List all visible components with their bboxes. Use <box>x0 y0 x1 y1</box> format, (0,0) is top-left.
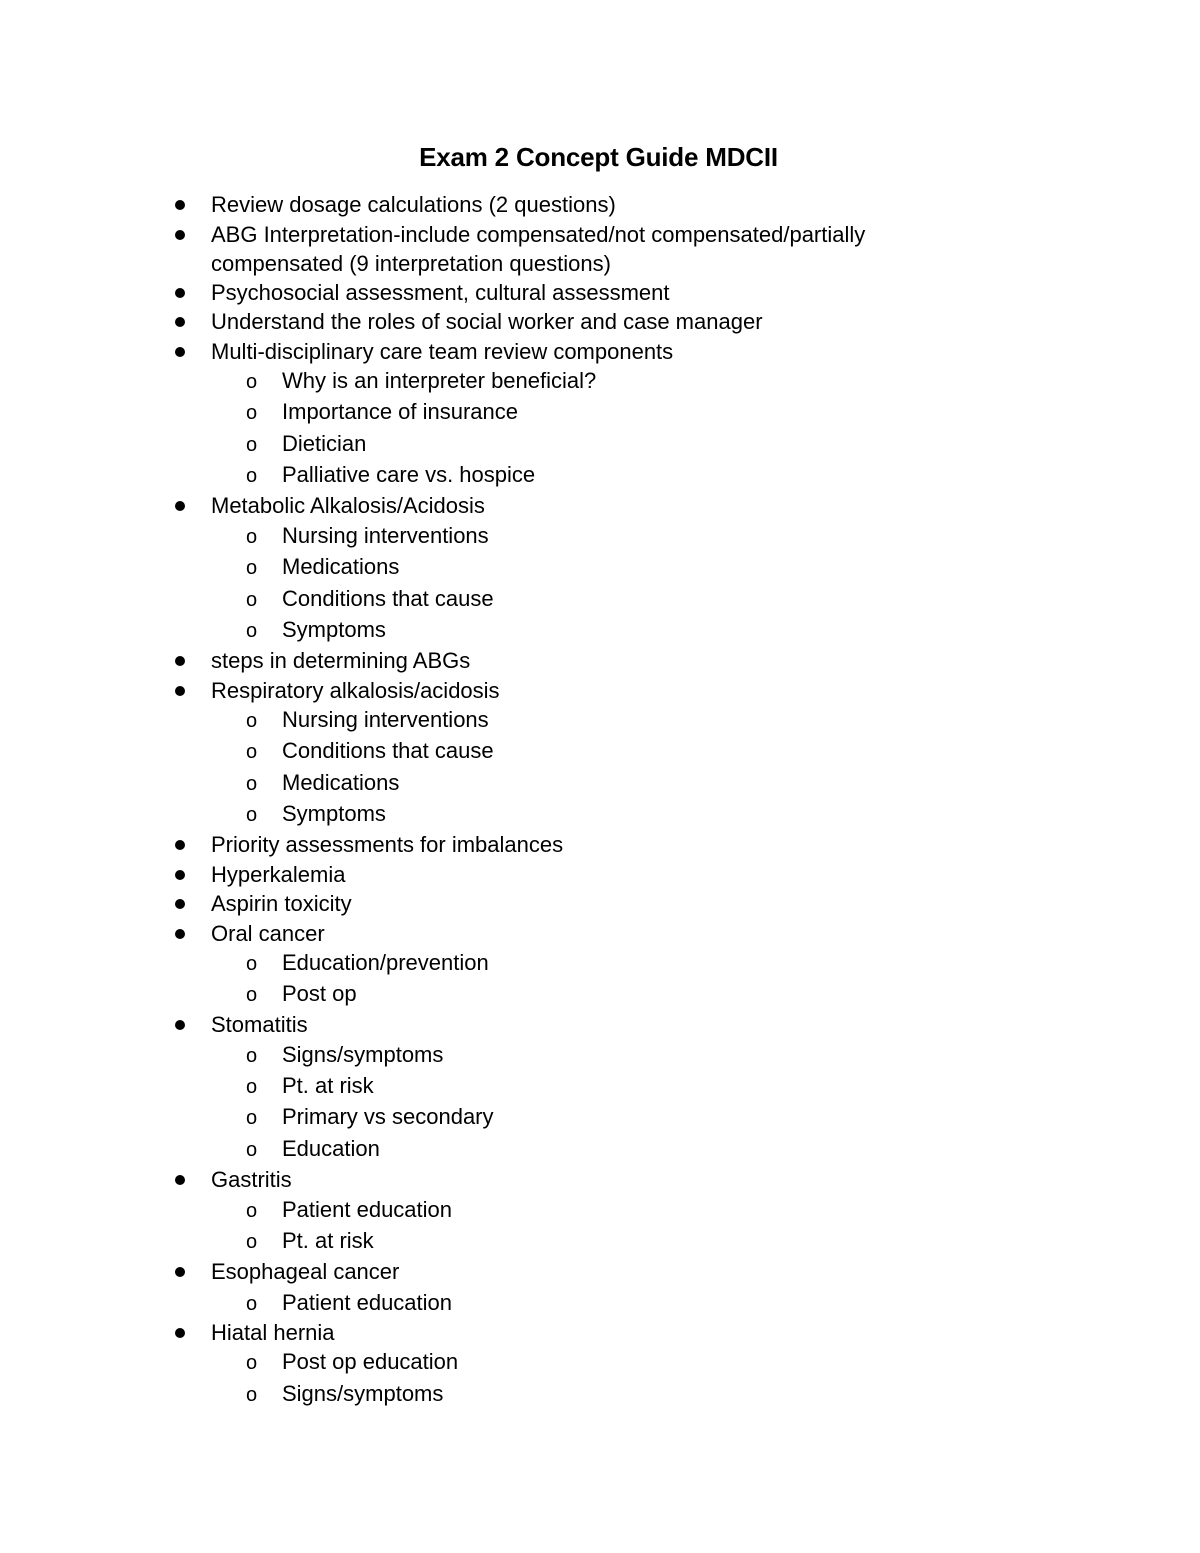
sub-bullet-marker: o <box>246 984 258 1006</box>
outline-subitem: Post op <box>282 981 357 1006</box>
outline-subitem: Medications <box>282 554 400 579</box>
bullet-icon <box>175 870 185 880</box>
outline-item: Multi-disciplinary care team review components <box>211 339 674 364</box>
bullet-icon <box>175 347 185 357</box>
outline-item: steps in determining ABGs <box>211 648 471 673</box>
outline-item: Esophageal cancer <box>211 1259 400 1284</box>
bullet-icon <box>175 501 185 511</box>
sub-bullet-marker: o <box>246 773 258 795</box>
sub-bullet-marker: o <box>246 1352 258 1374</box>
bullet-icon <box>175 200 185 210</box>
bullet-icon <box>175 899 185 909</box>
sub-bullet-marker: o <box>246 1107 258 1129</box>
outline-subitem: Conditions that cause <box>282 586 494 611</box>
outline-subitem: Education/prevention <box>282 950 489 975</box>
outline-subitem: Symptoms <box>282 801 386 826</box>
outline-item-continuation: compensated (9 interpretation questions) <box>211 251 611 276</box>
bullet-icon <box>175 1328 185 1338</box>
outline-subitem: Signs/symptoms <box>282 1381 444 1406</box>
sub-bullet-marker: o <box>246 557 258 579</box>
outline-item: Hiatal hernia <box>211 1320 335 1345</box>
outline-item: Understand the roles of social worker and case manager <box>211 309 763 334</box>
bullet-icon <box>175 840 185 850</box>
sub-bullet-marker: o <box>246 1045 258 1067</box>
outline-item: Hyperkalemia <box>211 862 346 887</box>
outline-subitem: Conditions that cause <box>282 738 494 763</box>
outline-subitem: Nursing interventions <box>282 523 489 548</box>
sub-bullet-marker: o <box>246 741 258 763</box>
sub-bullet-marker: o <box>246 1076 258 1098</box>
bullet-icon <box>175 288 185 298</box>
outline-subitem: Symptoms <box>282 617 386 642</box>
outline-subitem: Pt. at risk <box>282 1073 374 1098</box>
bullet-icon <box>175 656 185 666</box>
sub-bullet-marker: o <box>246 1293 258 1315</box>
outline-item: Priority assessments for imbalances <box>211 832 564 857</box>
sub-bullet-marker: o <box>246 953 258 975</box>
outline-item: Aspirin toxicity <box>211 891 352 916</box>
sub-bullet-marker: o <box>246 589 258 611</box>
outline-subitem: Why is an interpreter beneficial? <box>282 368 597 393</box>
outline-subitem: Education <box>282 1136 380 1161</box>
bullet-icon <box>175 929 185 939</box>
sub-bullet-marker: o <box>246 402 258 424</box>
outline-subitem: Nursing interventions <box>282 707 489 732</box>
outline-item: Oral cancer <box>211 921 325 946</box>
outline-subitem: Patient education <box>282 1197 453 1222</box>
sub-bullet-marker: o <box>246 371 258 393</box>
sub-bullet-marker: o <box>246 804 258 826</box>
outline-subitem: Palliative care vs. hospice <box>282 462 536 487</box>
outline-item: Review dosage calculations (2 questions) <box>211 192 616 217</box>
sub-bullet-marker: o <box>246 620 258 642</box>
outline-item: ABG Interpretation-include compensated/not compensated/partially <box>211 222 866 247</box>
outline-item: Psychosocial assessment, cultural assessment <box>211 280 670 305</box>
bullet-icon <box>175 317 185 327</box>
outline-subitem: Patient education <box>282 1290 453 1315</box>
document-title: Exam 2 Concept Guide MDCII <box>419 142 778 172</box>
outline-subitem: Importance of insurance <box>282 399 519 424</box>
outline-subitem: Pt. at risk <box>282 1228 374 1253</box>
sub-bullet-marker: o <box>246 1231 258 1253</box>
outline-item: Respiratory alkalosis/acidosis <box>211 678 500 703</box>
outline-subitem: Signs/symptoms <box>282 1042 444 1067</box>
outline-subitem: Primary vs secondary <box>282 1104 494 1129</box>
outline-item: Metabolic Alkalosis/Acidosis <box>211 493 485 518</box>
sub-bullet-marker: o <box>246 526 258 548</box>
sub-bullet-marker: o <box>246 1384 258 1406</box>
outline-subitem: Post op education <box>282 1349 459 1374</box>
outline-subitem: Medications <box>282 770 400 795</box>
sub-bullet-marker: o <box>246 710 258 732</box>
sub-bullet-marker: o <box>246 465 258 487</box>
bullet-icon <box>175 686 185 696</box>
outline-item: Gastritis <box>211 1167 292 1192</box>
sub-bullet-marker: o <box>246 1139 258 1161</box>
sub-bullet-marker: o <box>246 1200 258 1222</box>
outline-subitem: Dietician <box>282 431 367 456</box>
bullet-icon <box>175 1020 185 1030</box>
outline-item: Stomatitis <box>211 1012 308 1037</box>
bullet-icon <box>175 230 185 240</box>
bullet-icon <box>175 1175 185 1185</box>
bullet-icon <box>175 1267 185 1277</box>
sub-bullet-marker: o <box>246 434 258 456</box>
